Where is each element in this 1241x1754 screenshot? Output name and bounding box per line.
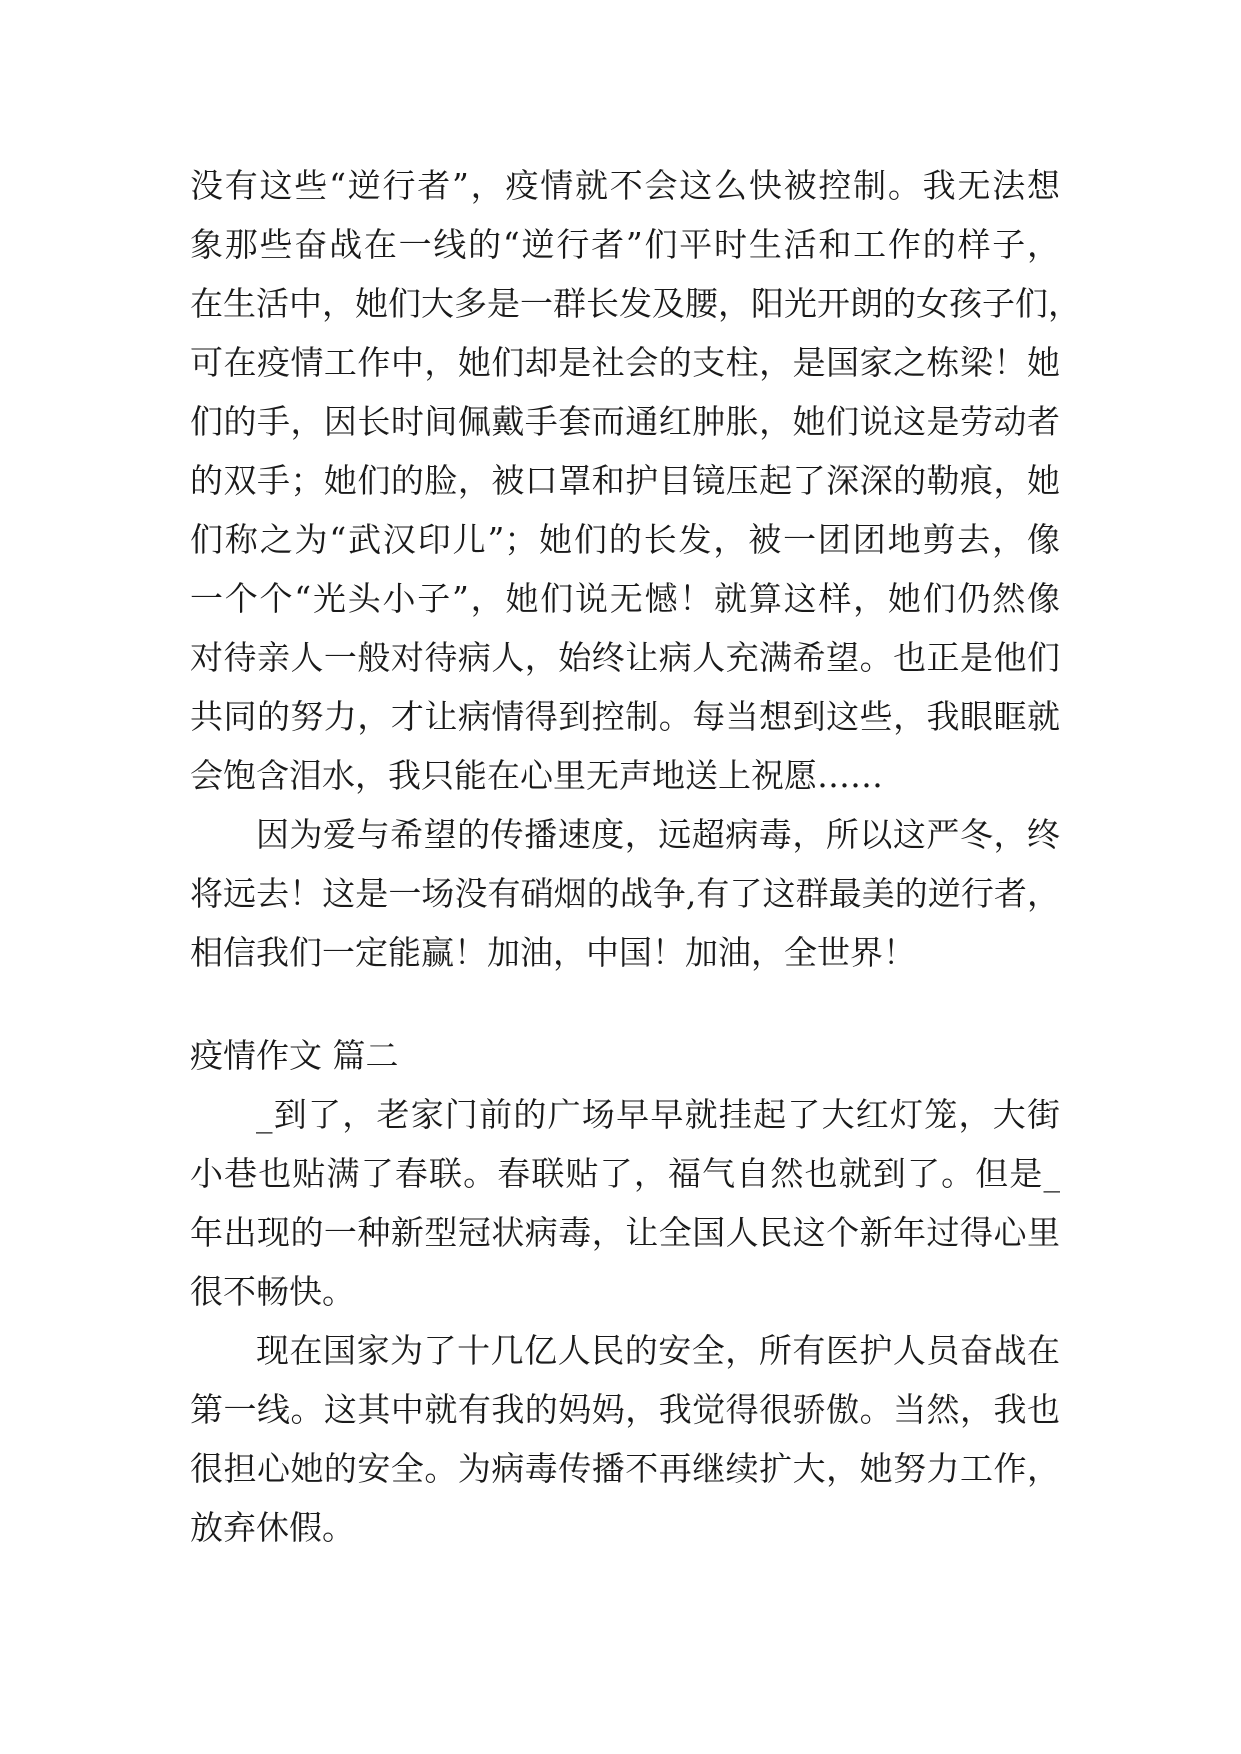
text-line: 们称之为“武汉印儿”；她们的长发，被一团团地剪去，像 bbox=[190, 520, 1060, 559]
text-line: 可在疫情工作中，她们却是社会的支柱，是国家之栋梁！她 bbox=[190, 343, 1060, 382]
essay-section-one bbox=[190, 156, 1081, 982]
text-line: 会饱含泪水，我只能在心里无声地送上祝愿…… bbox=[190, 756, 883, 795]
text-line: 第一线。这其中就有我的妈妈，我觉得很骄傲。当然，我也 bbox=[190, 1390, 1060, 1429]
text-line: 的双手；她们的脸，被口罩和护目镜压起了深深的勒痕，她 bbox=[190, 461, 1060, 500]
text-line: 共同的努力，才让病情得到控制。每当想到这些，我眼眶就 bbox=[190, 697, 1060, 736]
text-line: 在生活中，她们大多是一群长发及腰，阳光开朗的女孩子们， bbox=[190, 284, 1081, 323]
text-line: 一个个“光头小子”，她们说无憾！就算这样，她们仍然像 bbox=[190, 579, 1060, 618]
paragraph bbox=[190, 1321, 1060, 1557]
section-heading: 疫情作文 篇二 bbox=[190, 1036, 399, 1075]
essay-section-two bbox=[190, 1085, 1060, 1557]
text-line: 因为爱与希望的传播速度，远超病毒，所以这严冬，终 bbox=[256, 815, 1060, 854]
text-line: 很不畅快。 bbox=[190, 1272, 355, 1311]
text-line: 放弃休假。 bbox=[190, 1508, 355, 1547]
text-line: 现在国家为了十几亿人民的安全，所有医护人员奋战在 bbox=[256, 1331, 1060, 1370]
text-line: 们的手，因长时间佩戴手套而通红肿胀，她们说这是劳动者 bbox=[190, 402, 1060, 441]
text-line: 没有这些“逆行者”，疫情就不会这么快被控制。我无法想 bbox=[190, 166, 1060, 205]
text-line: 象那些奋战在一线的“逆行者”们平时生活和工作的样子， bbox=[190, 225, 1060, 264]
text-line: 将远去！这是一场没有硝烟的战争,有了这群最美的逆行者， bbox=[190, 874, 1060, 913]
paragraph bbox=[190, 1085, 1060, 1321]
text-line: 年出现的一种新型冠状病毒，让全国人民这个新年过得心里 bbox=[190, 1213, 1060, 1252]
text-line: 对待亲人一般对待病人，始终让病人充满希望。也正是他们 bbox=[190, 638, 1060, 677]
paragraph bbox=[190, 156, 1081, 805]
text-line: _到了，老家门前的广场早早就挂起了大红灯笼，大街 bbox=[256, 1095, 1060, 1134]
paragraph bbox=[190, 805, 1060, 982]
text-line: 很担心她的安全。为病毒传播不再继续扩大，她努力工作， bbox=[190, 1449, 1060, 1488]
text-line: 相信我们一定能赢！加油，中国！加油，全世界！ bbox=[190, 933, 916, 972]
text-line: 小巷也贴满了春联。春联贴了，福气自然也就到了。但是_ bbox=[190, 1154, 1060, 1193]
